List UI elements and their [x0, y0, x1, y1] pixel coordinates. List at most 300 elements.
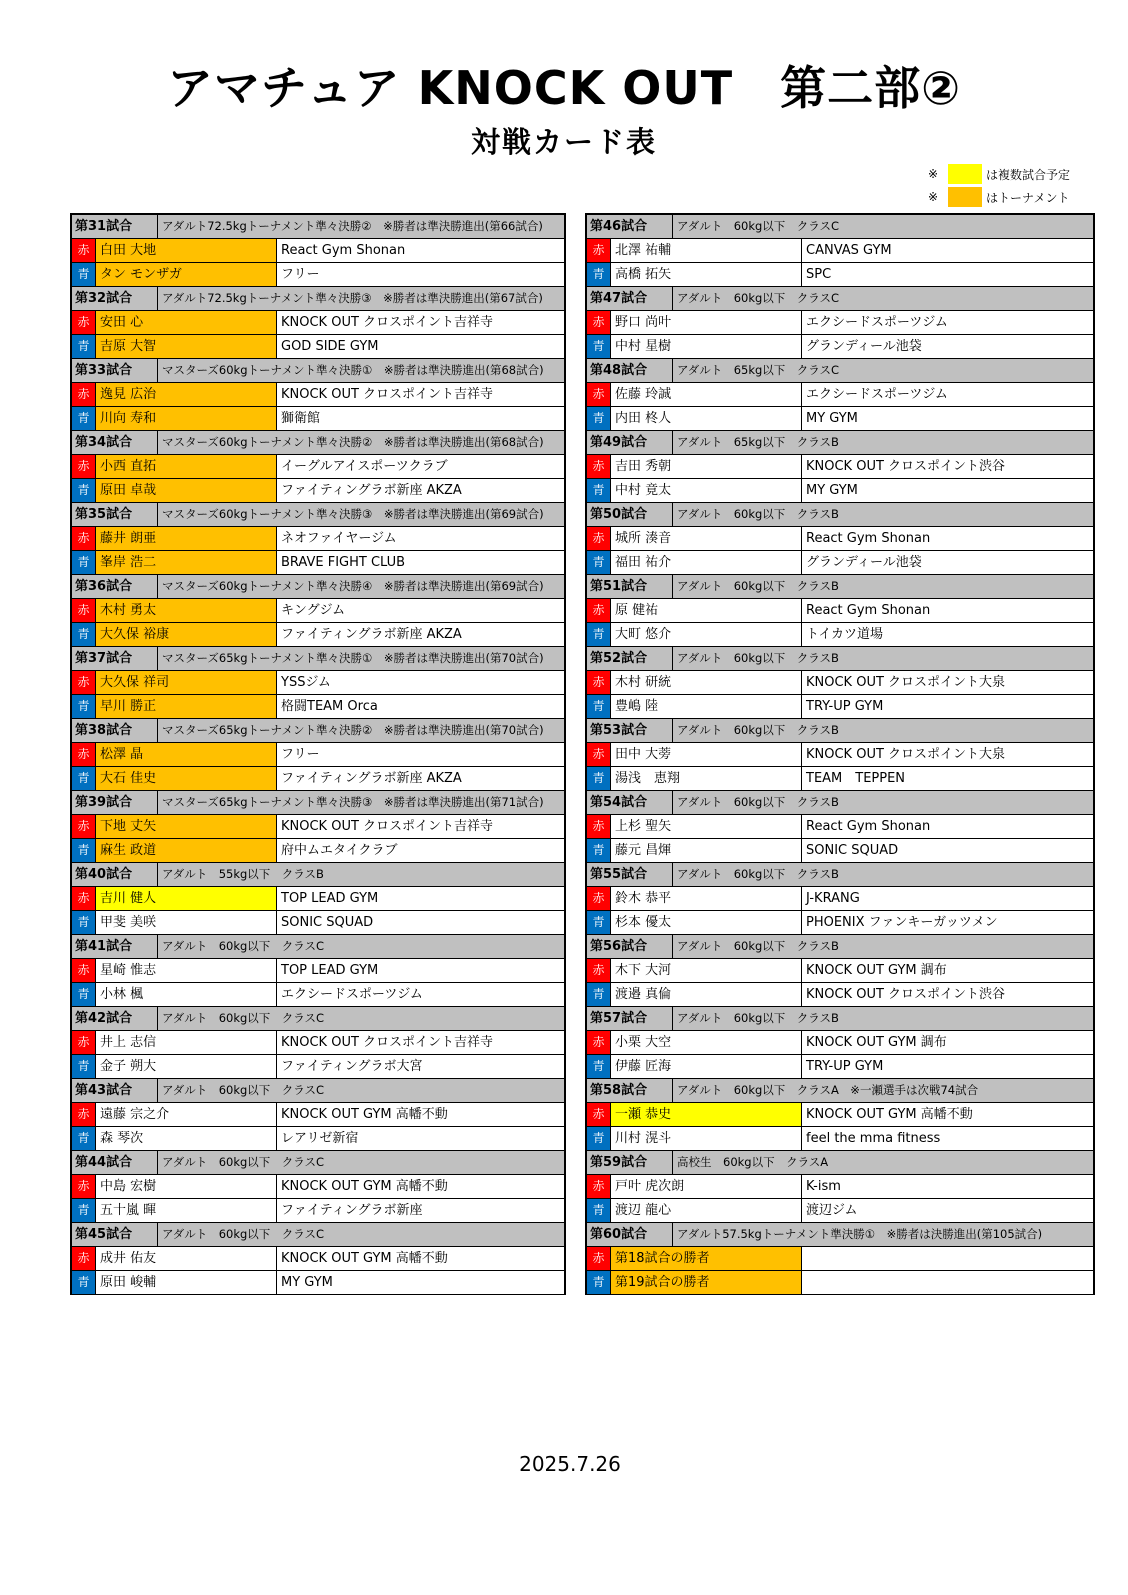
blue-corner-row	[587, 335, 1093, 359]
fighter-name: 湯浅 恵翔	[611, 767, 802, 790]
match-class: アダルト72.5kgトーナメント準々決勝② ※勝者は準決勝進出(第66試合)	[162, 219, 543, 233]
red-corner-label: 赤	[587, 455, 611, 478]
match-block	[72, 791, 564, 863]
match-number: 第34試合	[72, 431, 158, 454]
red-corner-label: 赤	[587, 887, 611, 910]
red-corner-label: 赤	[587, 959, 611, 982]
match-block	[72, 575, 564, 647]
fighter-gym: KNOCK OUT GYM 高幡不動	[806, 1107, 973, 1122]
blue-corner-label: 青	[587, 335, 611, 358]
blue-corner-row	[587, 263, 1093, 287]
match-class: アダルト 60kg以下 クラスB	[677, 651, 839, 665]
red-corner-row	[587, 1175, 1093, 1199]
fighter-gym: MY GYM	[281, 1275, 333, 1290]
red-corner-label: 赤	[72, 671, 96, 694]
match-block	[587, 719, 1093, 791]
match-block	[587, 1079, 1093, 1151]
fighter-name: 佐藤 玲誠	[611, 383, 802, 406]
fighter-gym: KNOCK OUT クロスポイント大泉	[806, 675, 1006, 690]
blue-corner-label: 青	[72, 407, 96, 430]
fighter-name: 星崎 惟志	[96, 959, 277, 982]
match-number: 第55試合	[587, 863, 673, 886]
match-number: 第46試合	[587, 215, 673, 238]
red-corner-row	[72, 311, 564, 335]
match-header	[72, 1079, 564, 1103]
fighter-name: 峯岸 浩二	[96, 551, 277, 574]
fighter-gym: PHOENIX ファンキーガッツメン	[806, 915, 998, 930]
match-block	[72, 1007, 564, 1079]
match-block	[72, 863, 564, 935]
red-corner-row	[587, 743, 1093, 767]
fighter-gym: SONIC SQUAD	[281, 915, 374, 930]
match-class: アダルト 60kg以下 クラスC	[162, 1155, 324, 1169]
match-header	[587, 1079, 1093, 1103]
match-block	[587, 431, 1093, 503]
red-corner-row	[72, 599, 564, 623]
blue-corner-label: 青	[72, 1271, 96, 1294]
red-corner-label: 赤	[72, 383, 96, 406]
red-corner-label: 赤	[72, 527, 96, 550]
fighter-name: 中村 竟太	[611, 479, 802, 502]
blue-corner-row	[587, 407, 1093, 431]
fighter-gym: フリー	[281, 747, 320, 762]
match-block	[72, 431, 564, 503]
match-number: 第45試合	[72, 1223, 158, 1246]
fighter-name: 安田 心	[96, 311, 277, 334]
fighter-gym: K-ism	[806, 1179, 841, 1194]
blue-corner-row	[587, 839, 1093, 863]
legend-mark: ※	[928, 167, 939, 181]
match-number: 第52試合	[587, 647, 673, 670]
match-class: マスターズ60kgトーナメント準々決勝① ※勝者は準決勝進出(第68試合)	[162, 363, 544, 377]
fighter-name: 内田 柊人	[611, 407, 802, 430]
fighter-name: 川村 滉斗	[611, 1127, 802, 1150]
legend-mark: ※	[928, 190, 939, 204]
fighter-name: 吉川 健人	[96, 887, 277, 910]
match-header	[72, 359, 564, 383]
fighter-gym: KNOCK OUT GYM 高幡不動	[281, 1107, 448, 1122]
fighter-name: 松澤 晶	[96, 743, 277, 766]
red-corner-label: 赤	[587, 599, 611, 622]
match-table-left	[70, 213, 566, 1295]
fighter-gym: TOP LEAD GYM	[281, 963, 379, 978]
fighter-name: 一瀬 恭史	[611, 1103, 802, 1126]
fighter-name: 木村 研統	[611, 671, 802, 694]
match-block	[587, 1151, 1093, 1223]
red-corner-label: 赤	[72, 959, 96, 982]
red-corner-label: 赤	[587, 311, 611, 334]
fighter-name: 原田 峻輔	[96, 1271, 277, 1294]
fighter-name: 成井 佑友	[96, 1247, 277, 1270]
red-corner-row	[587, 815, 1093, 839]
fighter-name: 豊嶋 陸	[611, 695, 802, 718]
match-block	[587, 575, 1093, 647]
match-header	[587, 719, 1093, 743]
match-class: 高校生 60kg以下 クラスA	[677, 1155, 829, 1169]
blue-corner-row	[72, 479, 564, 503]
fighter-name: 金子 朔大	[96, 1055, 277, 1078]
red-corner-label: 赤	[72, 1175, 96, 1198]
fighter-gym: エクシードスポーツジム	[806, 387, 948, 402]
red-corner-row	[587, 1247, 1093, 1271]
red-corner-label: 赤	[587, 815, 611, 838]
fighter-gym: React Gym Shonan	[806, 819, 931, 834]
fighter-gym: BRAVE FIGHT CLUB	[281, 555, 406, 570]
red-corner-row	[587, 887, 1093, 911]
match-header	[587, 935, 1093, 959]
blue-corner-label: 青	[72, 1055, 96, 1078]
fighter-name: 野口 尚叶	[611, 311, 802, 334]
event-date: 2025.7.26	[519, 1452, 621, 1476]
match-number: 第50試合	[587, 503, 673, 526]
match-block	[72, 1079, 564, 1151]
match-block	[587, 503, 1093, 575]
blue-corner-row	[72, 695, 564, 719]
fighter-gym: SPC	[806, 267, 832, 282]
fighter-name: 井上 志信	[96, 1031, 277, 1054]
blue-corner-row	[587, 1127, 1093, 1151]
blue-corner-label: 青	[587, 1271, 611, 1294]
page-title: アマチュア KNOCK OUT 第二部②	[166, 61, 962, 115]
match-number: 第53試合	[587, 719, 673, 742]
match-header	[587, 215, 1093, 239]
match-header	[72, 1223, 564, 1247]
match-class: アダルト 60kg以下 クラスC	[162, 1083, 324, 1097]
legend-swatch-yellow	[948, 164, 982, 184]
blue-corner-label: 青	[72, 1127, 96, 1150]
fighter-name: 渡辺 龍心	[611, 1199, 802, 1222]
match-number: 第37試合	[72, 647, 158, 670]
red-corner-row	[72, 815, 564, 839]
blue-corner-label: 青	[72, 335, 96, 358]
match-number: 第32試合	[72, 287, 158, 310]
blue-corner-row	[587, 1199, 1093, 1223]
fighter-gym: キングジム	[281, 603, 346, 618]
fighter-name: 遠藤 宗之介	[96, 1103, 277, 1126]
red-corner-row	[72, 383, 564, 407]
red-corner-label: 赤	[587, 383, 611, 406]
match-class: アダルト 60kg以下 クラスB	[677, 507, 839, 521]
red-corner-label: 赤	[72, 239, 96, 262]
fighter-name: 原 健祐	[611, 599, 802, 622]
red-corner-label: 赤	[587, 1175, 611, 1198]
blue-corner-row	[72, 1271, 564, 1295]
blue-corner-label: 青	[587, 767, 611, 790]
red-corner-label: 赤	[72, 1247, 96, 1270]
fighter-gym: MY GYM	[806, 483, 858, 498]
red-corner-row	[72, 959, 564, 983]
fighter-name: 藤井 朗亜	[96, 527, 277, 550]
fighter-gym: React Gym Shonan	[806, 531, 931, 546]
fighter-name: 大町 悠介	[611, 623, 802, 646]
match-block	[587, 1007, 1093, 1079]
fighter-gym: KNOCK OUT クロスポイント渋谷	[806, 459, 1006, 474]
match-header	[587, 863, 1093, 887]
fighter-gym: KNOCK OUT クロスポイント吉祥寺	[281, 387, 494, 402]
blue-corner-label: 青	[72, 551, 96, 574]
red-corner-row	[587, 239, 1093, 263]
blue-corner-row	[72, 767, 564, 791]
fighter-name: 田中 大蒡	[611, 743, 802, 766]
red-corner-row	[72, 671, 564, 695]
blue-corner-label: 青	[587, 479, 611, 502]
fighter-gym: SONIC SQUAD	[806, 843, 899, 858]
match-number: 第41試合	[72, 935, 158, 958]
fighter-gym: KNOCK OUT クロスポイント吉祥寺	[281, 1035, 494, 1050]
match-block	[72, 1151, 564, 1223]
match-block	[587, 287, 1093, 359]
fighter-name: 下地 丈矢	[96, 815, 277, 838]
match-number: 第60試合	[587, 1223, 673, 1246]
fighter-gym: GOD SIDE GYM	[281, 339, 379, 354]
match-header	[587, 791, 1093, 815]
red-corner-label: 赤	[72, 815, 96, 838]
fighter-name: 木下 大河	[611, 959, 802, 982]
legend-multi	[928, 164, 1078, 184]
blue-corner-row	[72, 1127, 564, 1151]
fighter-gym: ファイティングラボ新座 AKZA	[281, 627, 462, 642]
fighter-gym: エクシードスポーツジム	[281, 987, 423, 1002]
red-corner-row	[587, 527, 1093, 551]
red-corner-label: 赤	[587, 527, 611, 550]
fighter-name: 逸見 広治	[96, 383, 277, 406]
match-block	[72, 503, 564, 575]
match-class: マスターズ60kgトーナメント準々決勝③ ※勝者は準決勝進出(第69試合)	[162, 507, 544, 521]
match-block	[587, 647, 1093, 719]
match-block	[587, 215, 1093, 287]
red-corner-label: 赤	[72, 743, 96, 766]
fighter-name: 第19試合の勝者	[611, 1271, 802, 1294]
blue-corner-label: 青	[72, 983, 96, 1006]
blue-corner-row	[587, 551, 1093, 575]
fighter-name: 戸叶 虎次朗	[611, 1175, 802, 1198]
match-block	[72, 647, 564, 719]
match-class: アダルト 60kg以下 クラスC	[677, 291, 839, 305]
fighter-name: 小林 楓	[96, 983, 277, 1006]
red-corner-row	[587, 599, 1093, 623]
blue-corner-label: 青	[587, 1199, 611, 1222]
fighter-name: 原田 卓哉	[96, 479, 277, 502]
red-corner-label: 赤	[72, 599, 96, 622]
match-number: 第59試合	[587, 1151, 673, 1174]
blue-corner-label: 青	[587, 1127, 611, 1150]
match-class: マスターズ65kgトーナメント準々決勝③ ※勝者は準決勝進出(第71試合)	[162, 795, 544, 809]
match-class: アダルト 60kg以下 クラスB	[677, 795, 839, 809]
match-header	[72, 287, 564, 311]
fighter-gym: YSSジム	[281, 675, 331, 690]
blue-corner-row	[587, 911, 1093, 935]
fighter-name: 鈴木 恭平	[611, 887, 802, 910]
red-corner-row	[587, 1031, 1093, 1055]
fighter-gym: 獅衛館	[281, 411, 321, 426]
match-table-right	[585, 213, 1095, 1295]
fighter-gym: 格闘TEAM Orca	[281, 699, 378, 714]
legend-tournament	[928, 187, 1078, 207]
red-corner-label: 赤	[587, 1103, 611, 1126]
blue-corner-row	[587, 983, 1093, 1007]
match-number: 第36試合	[72, 575, 158, 598]
match-header	[587, 359, 1093, 383]
match-header	[72, 647, 564, 671]
fighter-name: 第18試合の勝者	[611, 1247, 802, 1270]
match-number: 第42試合	[72, 1007, 158, 1030]
fighter-name: 高橋 拓矢	[611, 263, 802, 286]
match-number: 第35試合	[72, 503, 158, 526]
fighter-name: 甲斐 美咲	[96, 911, 277, 934]
red-corner-row	[587, 383, 1093, 407]
fighter-gym: KNOCK OUT GYM 高幡不動	[281, 1179, 448, 1194]
match-header	[587, 575, 1093, 599]
red-corner-label: 赤	[72, 1031, 96, 1054]
blue-corner-label: 青	[72, 479, 96, 502]
fighter-gym: KNOCK OUT GYM 高幡不動	[281, 1251, 448, 1266]
match-block	[72, 719, 564, 791]
match-header	[72, 1151, 564, 1175]
red-corner-row	[72, 887, 564, 911]
match-class: アダルト 60kg以下 クラスC	[162, 939, 324, 953]
match-block	[587, 935, 1093, 1007]
match-class: アダルト 60kg以下 クラスB	[677, 939, 839, 953]
match-number: 第48試合	[587, 359, 673, 382]
red-corner-row	[587, 671, 1093, 695]
match-class: アダルト 60kg以下 クラスC	[162, 1011, 324, 1025]
fighter-gym: ファイティングラボ大宮	[281, 1059, 423, 1074]
match-class: アダルト 60kg以下 クラスA ※一瀬選手は次戦74試合	[677, 1083, 979, 1097]
fighter-name: 大久保 祥司	[96, 671, 277, 694]
blue-corner-row	[72, 839, 564, 863]
fighter-gym: KNOCK OUT クロスポイント吉祥寺	[281, 819, 494, 834]
fighter-gym	[802, 1247, 1093, 1270]
blue-corner-row	[72, 407, 564, 431]
fighter-name: 渡邉 真倫	[611, 983, 802, 1006]
fighter-name: タン モンザガ	[96, 263, 277, 286]
match-number: 第38試合	[72, 719, 158, 742]
red-corner-label: 赤	[72, 311, 96, 334]
match-block	[587, 1223, 1093, 1295]
fighter-name: 北澤 祐輔	[611, 239, 802, 262]
match-class: アダルト 60kg以下 クラスB	[677, 1011, 839, 1025]
blue-corner-label: 青	[587, 839, 611, 862]
blue-corner-row	[72, 335, 564, 359]
blue-corner-label: 青	[587, 983, 611, 1006]
fighter-name: 木村 勇太	[96, 599, 277, 622]
match-class: アダルト 60kg以下 クラスB	[677, 867, 839, 881]
match-number: 第56試合	[587, 935, 673, 958]
page-subtitle: 対戦カード表	[470, 125, 657, 159]
match-class: アダルト 60kg以下 クラスB	[677, 579, 839, 593]
fighter-name: 早川 勝正	[96, 695, 277, 718]
fighter-name: 杉本 優太	[611, 911, 802, 934]
fighter-name: 大久保 裕康	[96, 623, 277, 646]
fighter-name: 五十嵐 暉	[96, 1199, 277, 1222]
match-class: アダルト 65kg以下 クラスB	[677, 435, 839, 449]
fighter-gym: トイカツ道場	[806, 627, 883, 642]
red-corner-row	[72, 1103, 564, 1127]
match-header	[72, 215, 564, 239]
match-header	[587, 1151, 1093, 1175]
match-class: アダルト 60kg以下 クラスC	[162, 1227, 324, 1241]
fighter-name: 伊藤 匠海	[611, 1055, 802, 1078]
fighter-gym: KNOCK OUT クロスポイント吉祥寺	[281, 315, 494, 330]
match-number: 第31試合	[72, 215, 158, 238]
fighter-gym: エクシードスポーツジム	[806, 315, 948, 330]
blue-corner-row	[72, 983, 564, 1007]
red-corner-label: 赤	[587, 671, 611, 694]
match-block	[72, 1223, 564, 1295]
match-header	[72, 935, 564, 959]
blue-corner-label: 青	[587, 263, 611, 286]
legend-text: はトーナメント	[986, 190, 1070, 205]
fighter-name: 森 琴次	[96, 1127, 277, 1150]
red-corner-label: 赤	[72, 455, 96, 478]
match-header	[72, 863, 564, 887]
fighter-name: 白田 大地	[96, 239, 277, 262]
fighter-gym	[802, 1271, 1093, 1294]
fighter-name: 福田 祐介	[611, 551, 802, 574]
fighter-gym: フリー	[281, 267, 320, 282]
match-block	[587, 791, 1093, 863]
blue-corner-label: 青	[587, 551, 611, 574]
blue-corner-label: 青	[72, 695, 96, 718]
red-corner-row	[72, 239, 564, 263]
red-corner-label: 赤	[72, 887, 96, 910]
red-corner-row	[72, 743, 564, 767]
blue-corner-label: 青	[72, 1199, 96, 1222]
fighter-gym: React Gym Shonan	[281, 243, 406, 258]
fighter-gym: KNOCK OUT GYM 調布	[806, 963, 947, 978]
match-number: 第33試合	[72, 359, 158, 382]
blue-corner-row	[72, 551, 564, 575]
fighter-gym: MY GYM	[806, 411, 858, 426]
blue-corner-label: 青	[587, 623, 611, 646]
fighter-gym: 府中ムエタイクラブ	[281, 843, 398, 858]
match-class: アダルト 60kg以下 クラスB	[677, 723, 839, 737]
fighter-gym: グランディール池袋	[806, 339, 922, 354]
match-header	[587, 431, 1093, 455]
match-number: 第47試合	[587, 287, 673, 310]
fighter-gym: グランディール池袋	[806, 555, 922, 570]
fighter-name: 中村 星樹	[611, 335, 802, 358]
match-class: アダルト 65kg以下 クラスC	[677, 363, 839, 377]
match-number: 第49試合	[587, 431, 673, 454]
fighter-name: 中島 宏樹	[96, 1175, 277, 1198]
match-class: アダルト 55kg以下 クラスB	[162, 867, 324, 881]
match-class: マスターズ65kgトーナメント準々決勝② ※勝者は準決勝進出(第70試合)	[162, 723, 544, 737]
match-block	[587, 863, 1093, 935]
match-class: アダルト 60kg以下 クラスC	[677, 219, 839, 233]
blue-corner-row	[72, 623, 564, 647]
match-header	[72, 575, 564, 599]
red-corner-row	[587, 311, 1093, 335]
fighter-gym: KNOCK OUT クロスポイント渋谷	[806, 987, 1006, 1002]
match-block	[587, 359, 1093, 431]
match-class: アダルト72.5kgトーナメント準々決勝③ ※勝者は準決勝進出(第67試合)	[162, 291, 543, 305]
red-corner-label: 赤	[587, 1247, 611, 1270]
fighter-gym: 渡辺ジム	[806, 1203, 858, 1218]
fighter-name: 大石 佳史	[96, 767, 277, 790]
match-class: マスターズ65kgトーナメント準々決勝① ※勝者は準決勝進出(第70試合)	[162, 651, 544, 665]
blue-corner-label: 青	[72, 263, 96, 286]
fighter-gym: ネオファイヤージム	[281, 531, 397, 546]
blue-corner-row	[587, 1271, 1093, 1295]
red-corner-row	[587, 455, 1093, 479]
fighter-gym: TRY-UP GYM	[806, 699, 884, 714]
match-number: 第54試合	[587, 791, 673, 814]
fighter-gym: ファイティングラボ新座	[281, 1203, 423, 1218]
blue-corner-row	[587, 479, 1093, 503]
blue-corner-label: 青	[587, 911, 611, 934]
match-class: アダルト57.5kgトーナメント準決勝① ※勝者は決勝進出(第105試合)	[677, 1227, 1043, 1241]
